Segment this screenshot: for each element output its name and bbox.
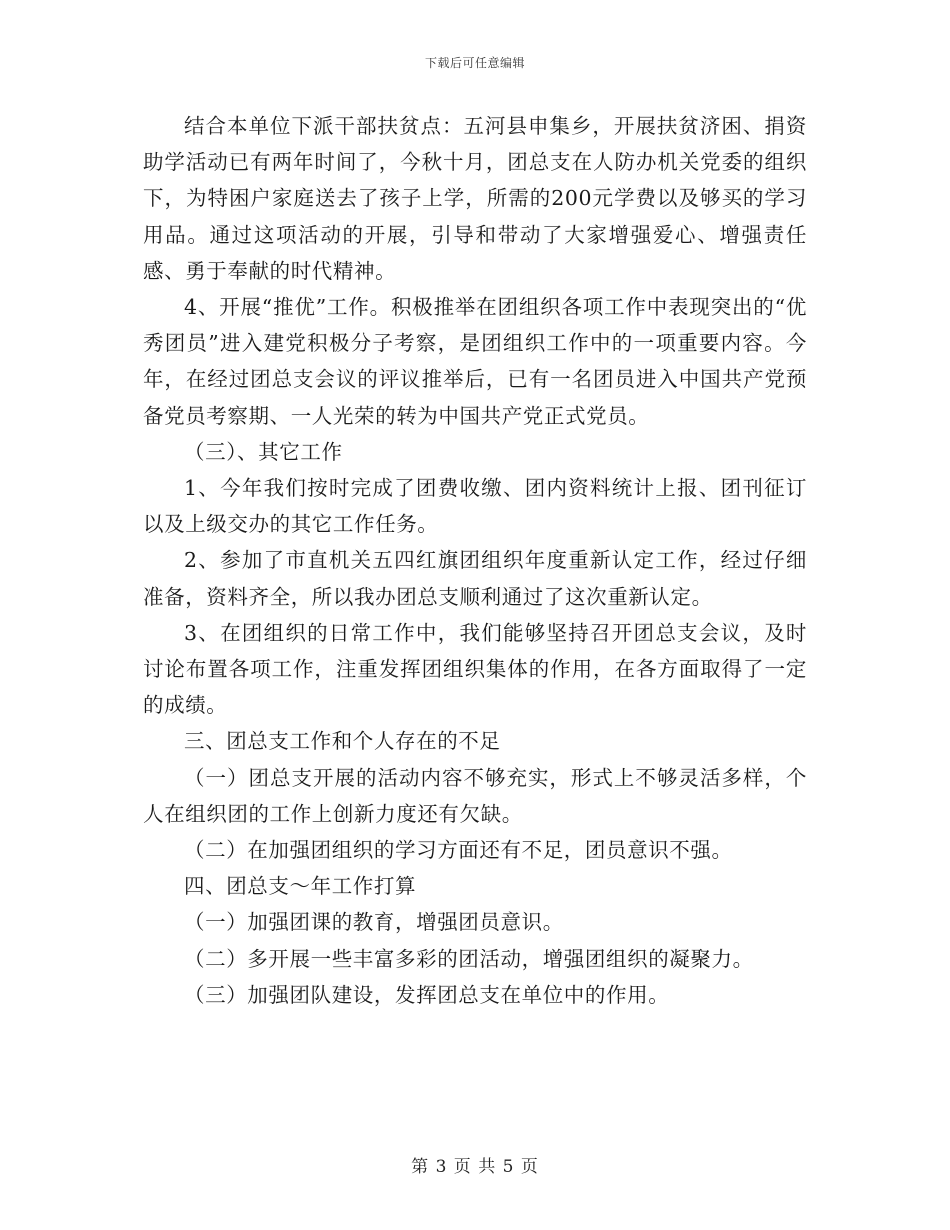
paragraph-poverty-relief: 结合本单位下派干部扶贫点：五河县申集乡，开展扶贫济困、捐资助学活动已有两年时间了，今秋十月，团总支在人防办机关党委的组织下，为特困户家庭送去了孩子上学，所需的200元学费以及够买的学习用品。通过这项活动的开展，引导和带动了大家增强爱心、增强责任感、勇于奉献的时代精神。 [143,114,807,283]
paragraph-plan-1: （一）加强团课的教育，增强团员意识。 [184,910,564,935]
section-heading-shortcomings: 三、团总支工作和个人存在的不足 [184,729,501,754]
paragraph-recommend-excellent: 4、开展“推优”工作。积极推举在团组织各项工作中表现突出的“优秀团员”进入建党积极分子考察，是团组织工作中的一项重要内容。今年，在经过团总支会议的评议推举后，已有一名团员进入中国共产党预备党员考察期、一人光荣的转为中国共产党正式党员。 [143,295,807,428]
paragraph-shortcoming-2: （二）在加强团组织的学习方面还有不足，团员意识不强。 [184,838,733,863]
page-header: 下载后可任意编辑 [424,56,525,70]
document-body [143,108,807,1013]
section-heading-other-work: （三）、其它工作 [184,439,343,464]
paragraph-plan-2: （二）多开展一些丰富多彩的团活动，增强团组织的凝聚力。 [184,946,754,971]
paragraph-other-work-2: 2、参加了市直机关五四红旗团组织年度重新认定工作，经过仔细准备，资料齐全，所以我办团总支顺利通过了这次重新认定。 [143,548,807,609]
page-number: 第 3 页 共 5 页 [411,1157,539,1177]
paragraph-shortcoming-1: （一）团总支开展的活动内容不够充实，形式上不够灵活多样，个人在组织团的工作上创新力度还有欠缺。 [143,765,807,826]
paragraph-other-work-3: 3、在团组织的日常工作中，我们能够坚持召开团总支会议，及时讨论布置各项工作，注重发挥团组织集体的作用，在各方面取得了一定的成绩。 [143,620,807,718]
section-heading-plans: 四、团总支～年工作打算 [184,874,417,899]
paragraph-other-work-1: 1、今年我们按时完成了团费收缴、团内资料统计上报、团刊征订以及上级交办的其它工作任务。 [143,476,807,537]
paragraph-plan-3: （三）加强团队建设，发挥团总支在单位中的作用。 [184,982,670,1007]
